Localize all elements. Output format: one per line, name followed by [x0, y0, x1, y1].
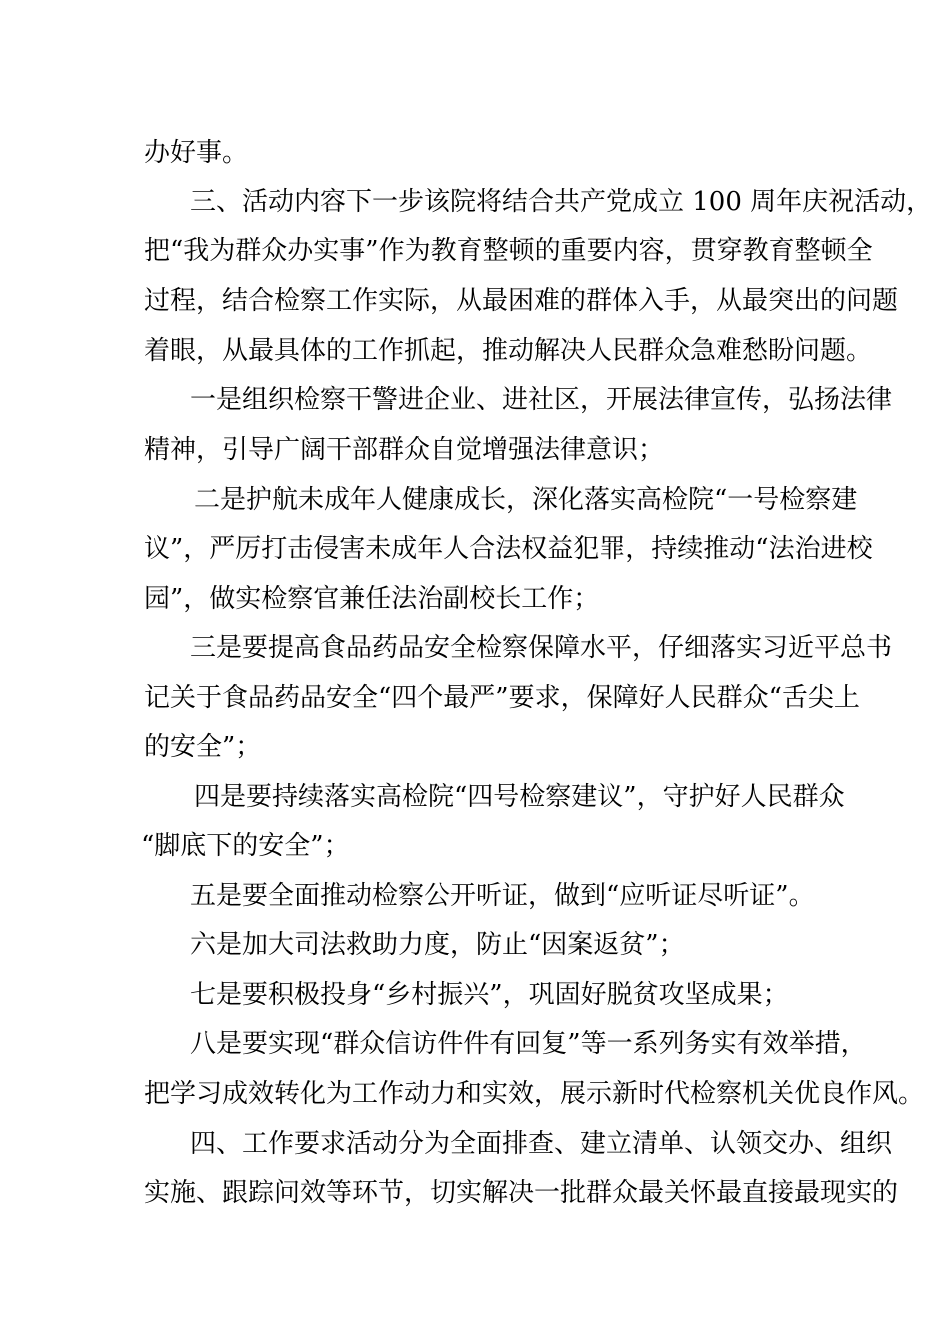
text-line: 五是要全面推动检察公开听证，做到“应听证尽听证”。: [190, 881, 815, 911]
text-line: 四、工作要求活动分为全面排查、建立清单、认领交办、组织: [190, 1129, 893, 1159]
text-line: 四是要持续落实高检院“四号检察建议”，守护好人民群众: [194, 782, 845, 812]
text-line: 三是要提高食品药品安全检察保障水平，仔细落实习近平总书: [190, 633, 893, 663]
text-line: 八是要实现“群众信访件件有回复”等一系列务实有效举措，: [190, 1029, 867, 1059]
text-line: 园”，做实检察官兼任法治副校长工作；: [144, 584, 600, 614]
text-line: 二是护航未成年人健康成长，深化落实高检院“一号检察建: [194, 485, 858, 515]
text-line: 三、活动内容下一步该院将结合共产党成立 100 周年庆祝活动，: [190, 187, 933, 217]
text-line: 记关于食品药品安全“四个最严”要求，保障好人民群众“舌尖上: [144, 683, 860, 713]
text-line: 精神，引导广阔干部群众自觉增强法律意识；: [144, 435, 665, 465]
text-line: “脚底下的安全”；: [141, 831, 350, 861]
text-line: 把学习成效转化为工作动力和实效，展示新时代检察机关优良作风。: [144, 1079, 925, 1109]
text-line: 着眼，从最具体的工作抓起，推动解决人民群众急难愁盼问题。: [144, 336, 873, 366]
text-line: 办好事。: [144, 138, 249, 168]
text-line: 一是组织检察干警进企业、进社区，开展法律宣传，弘扬法律: [190, 385, 893, 415]
text-line: 把“我为群众办实事”作为教育整顿的重要内容，贯穿教育整顿全: [144, 236, 873, 266]
text-line: 的安全”；: [144, 732, 262, 762]
text-line: 议”，严厉打击侵害未成年人合法权益犯罪，持续推动“法治进校: [144, 534, 873, 564]
text-line: 实施、跟踪问效等环节，切实解决一批群众最关怀最直接最现实的: [144, 1178, 899, 1208]
text-line: 过程，结合检察工作实际，从最困难的群体入手，从最突出的问题: [144, 286, 899, 316]
text-line: 六是加大司法救助力度，防止“因案返贫”；: [190, 930, 685, 960]
text-line: 七是要积极投身“乡村振兴”，巩固好脱贫攻坚成果；: [190, 980, 789, 1010]
